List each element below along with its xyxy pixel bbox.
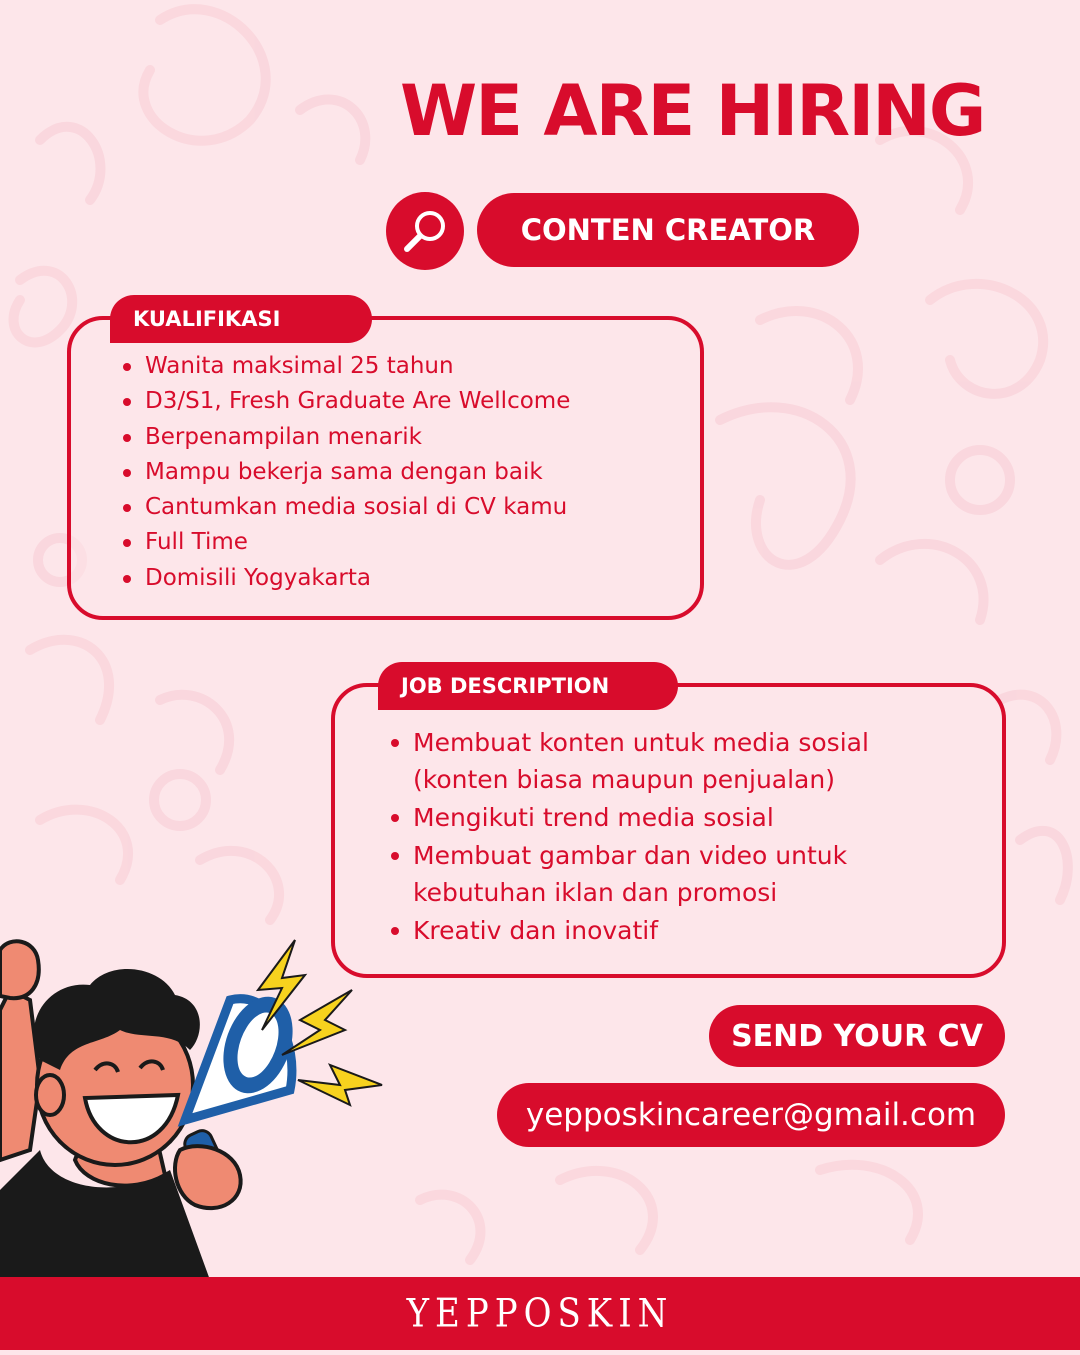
- send-cv-label: SEND YOUR CV: [709, 1005, 1005, 1067]
- qualification-item: Full Time: [121, 526, 681, 561]
- brand-logo: YEPPOSKIN: [406, 1290, 674, 1337]
- search-badge: [386, 192, 464, 270]
- qualification-item: D3/S1, Fresh Graduate Are Wellcome: [121, 385, 681, 420]
- qualifications-list: [121, 350, 681, 597]
- job-description-item: Kreativ dan inovatif: [389, 912, 969, 949]
- qualification-item: Cantumkan media sosial di CV kamu: [121, 491, 681, 526]
- raised-fist: [0, 941, 39, 998]
- job-description-item: Membuat konten untuk media sosial (konten biasa maupun penjualan): [389, 724, 969, 798]
- qualification-item: Domisili Yogyakarta: [121, 562, 681, 597]
- job-description-title: JOB DESCRIPTION: [378, 662, 678, 710]
- raised-arm: [0, 990, 40, 1160]
- career-email-link[interactable]: yepposkincareer@gmail.com: [497, 1083, 1005, 1147]
- qualification-item: Wanita maksimal 25 tahun: [121, 350, 681, 385]
- job-description-item: Mengikuti trend media sosial: [389, 799, 969, 836]
- qualification-item: Berpenampilan menarik: [121, 421, 681, 456]
- qualification-item: Mampu bekerja sama dengan baik: [121, 456, 681, 491]
- job-title-pill: CONTEN CREATOR: [477, 193, 859, 267]
- job-description-item: Membuat gambar dan video untuk kebutuhan iklan dan promosi: [389, 837, 969, 911]
- job-description-list: [389, 724, 969, 950]
- search-icon: [400, 206, 450, 256]
- hiring-headline: WE ARE HIRING: [400, 70, 985, 152]
- qualifications-title: KUALIFIKASI: [110, 295, 372, 343]
- lightning-bolt: [298, 1065, 382, 1105]
